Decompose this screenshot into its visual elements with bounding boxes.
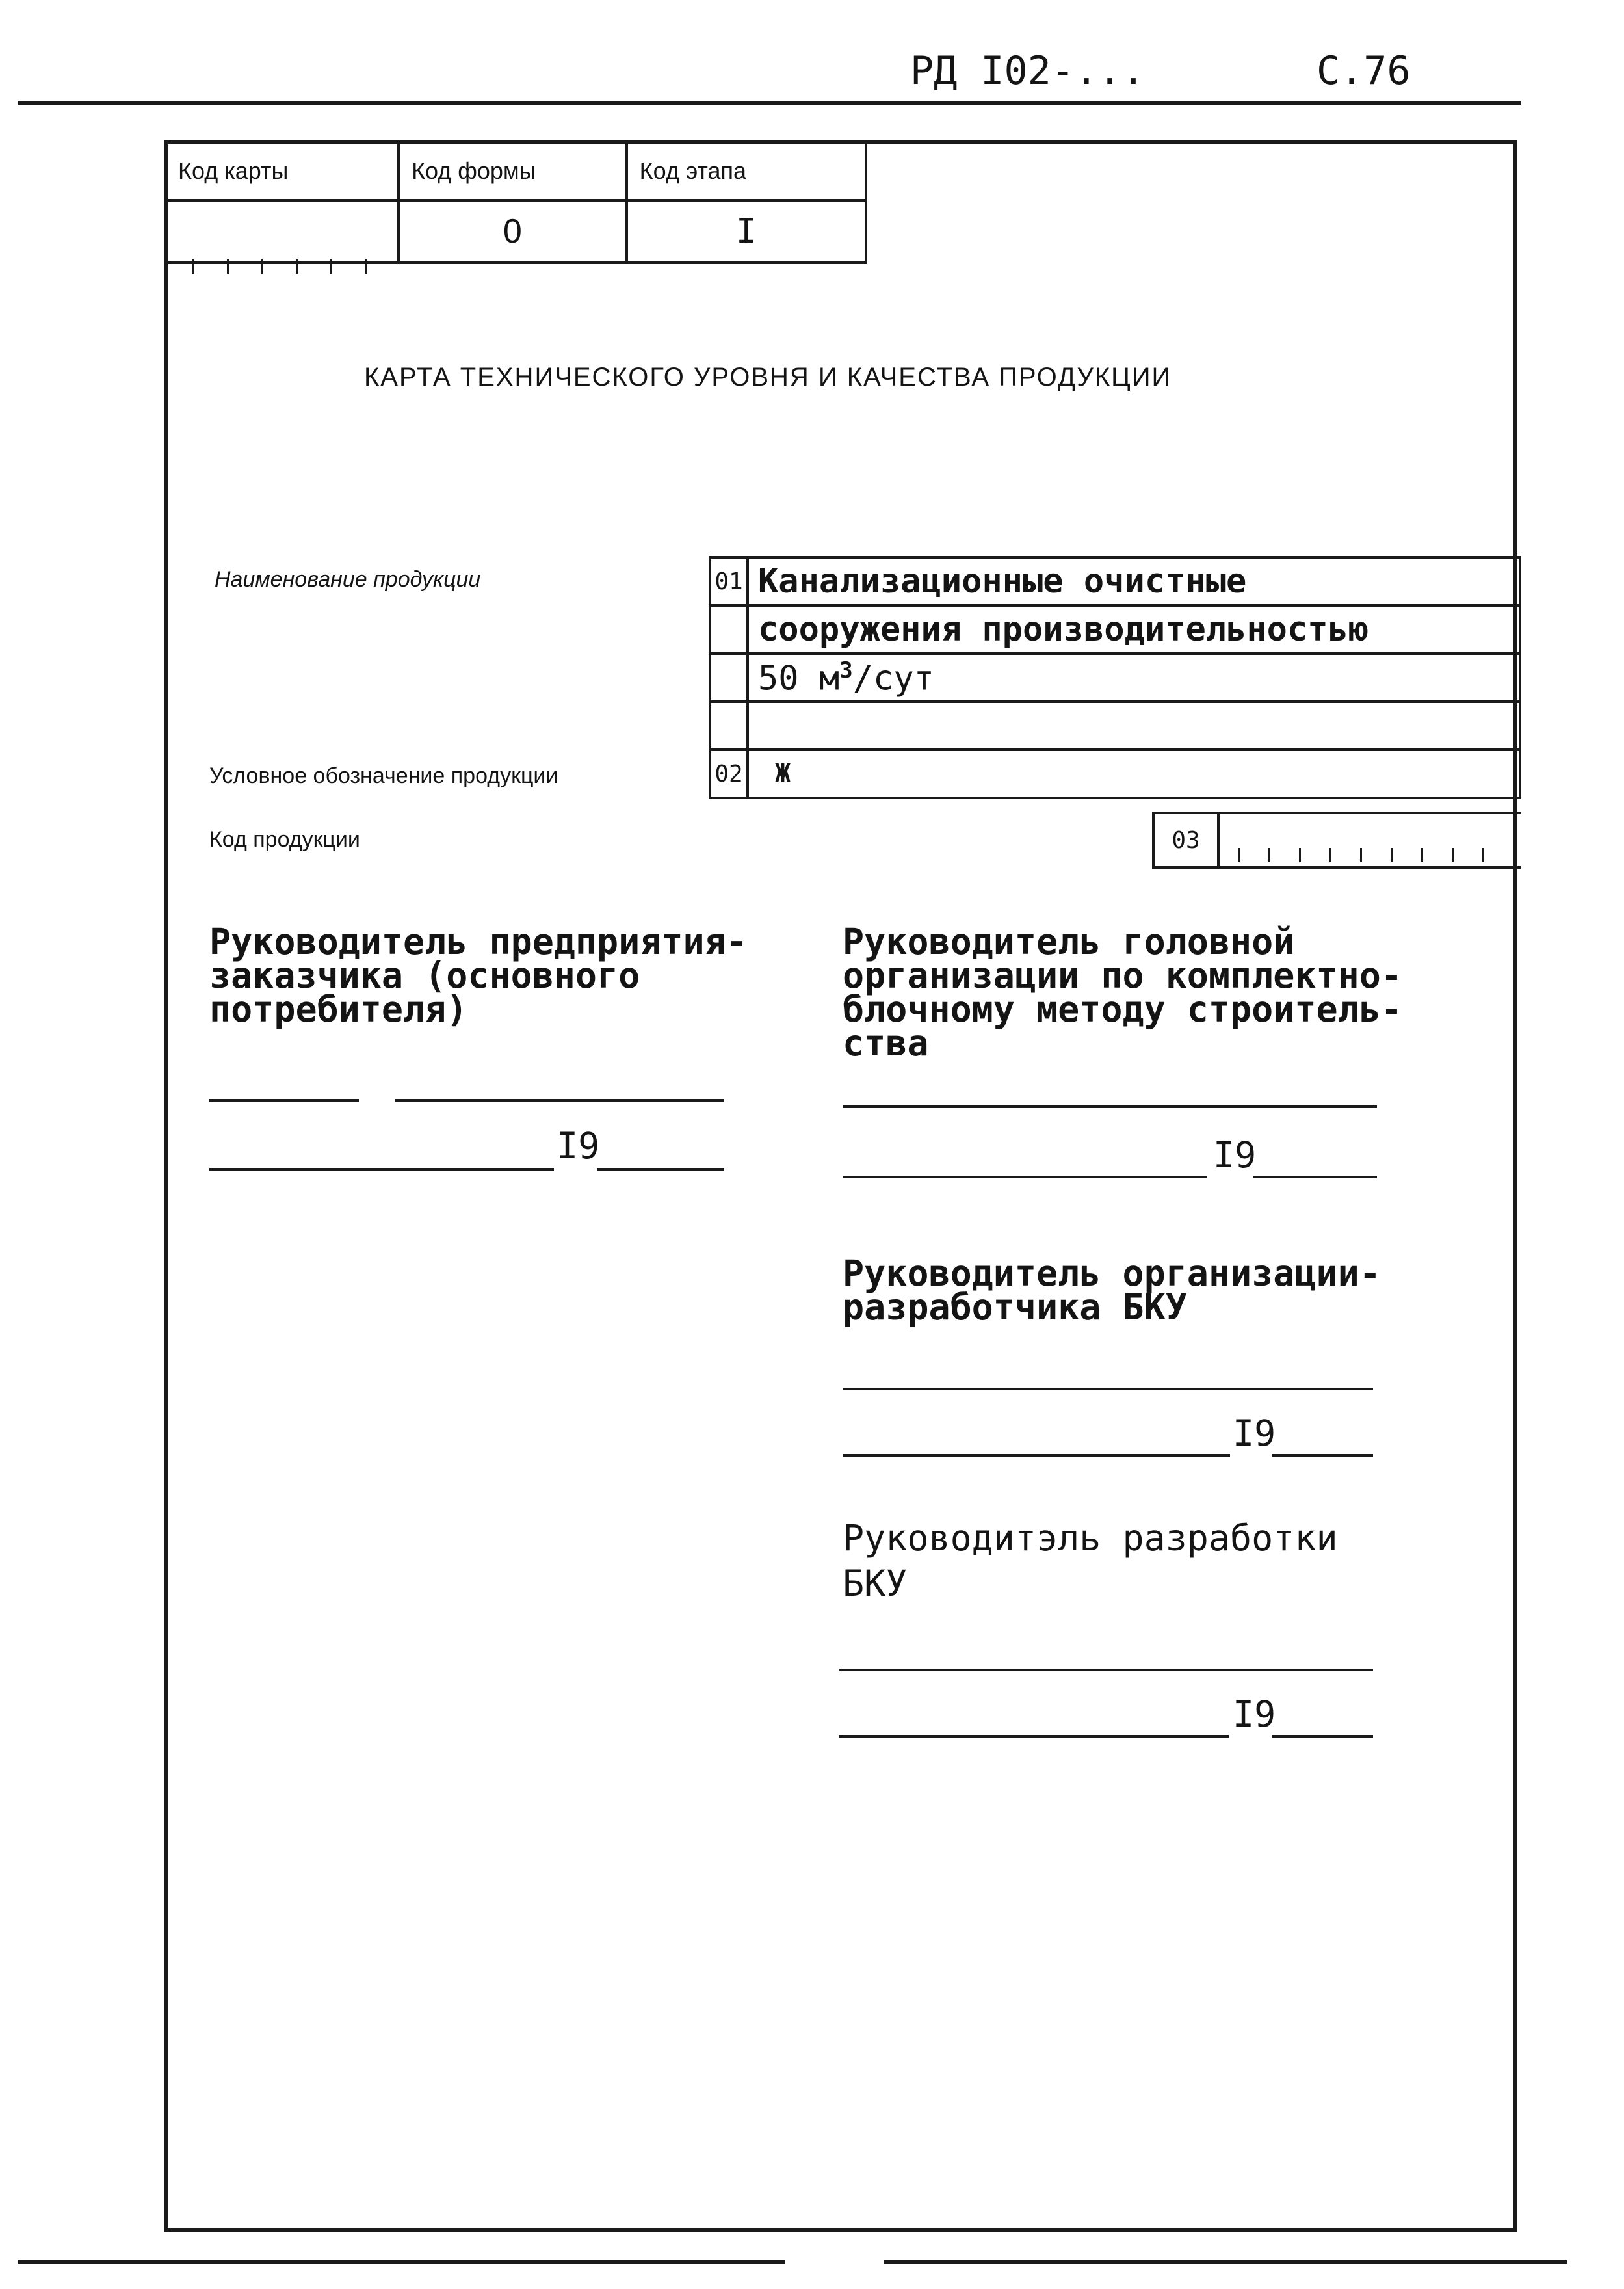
code-table xyxy=(164,140,867,264)
year-prefix: I9 xyxy=(557,1125,600,1167)
signatory-title: Руководитель головной организации по комплектно- блочному методу строитель- ства xyxy=(843,921,1402,1064)
year-prefix: I9 xyxy=(1233,1412,1276,1454)
year-line xyxy=(1272,1454,1373,1457)
form-frame xyxy=(164,140,1517,2232)
product-designation-label: Условное обозначение продукции xyxy=(209,763,558,788)
date-line xyxy=(843,1454,1230,1457)
form-code-value: 0 xyxy=(399,200,627,263)
date-line xyxy=(843,1176,1207,1178)
page-number: С.76 xyxy=(1316,48,1411,94)
product-code-field xyxy=(1152,812,1521,869)
outer-frame-top xyxy=(18,101,1521,105)
document-reference: РД I02-... xyxy=(910,48,1146,94)
outer-frame-bottom xyxy=(18,2260,785,2264)
stage-code-header: Код этапа xyxy=(627,142,866,200)
product-name-line: Канализационные очистные xyxy=(748,557,1520,605)
page-title: КАРТА ТЕХНИЧЕСКОГО УРОВНЯ И КАЧЕСТВА ПРОДУКЦИИ xyxy=(364,363,1172,391)
field-number: 02 xyxy=(710,750,748,798)
product-name-label: Наименование продукции xyxy=(215,567,481,592)
signature-line xyxy=(839,1669,1373,1671)
product-code-label: Код продукции xyxy=(209,827,360,852)
digit-ticks xyxy=(1238,848,1484,862)
outer-frame-bottom xyxy=(884,2260,1567,2264)
name-line xyxy=(395,1099,724,1102)
signature-line xyxy=(209,1099,359,1102)
card-code-header: Код карты xyxy=(165,142,399,200)
date-line xyxy=(839,1735,1229,1738)
date-line xyxy=(209,1168,554,1171)
signatory-title: Руководитэль разработки БКУ xyxy=(843,1517,1338,1604)
product-name-line: 50 $м^3$/сут xyxy=(748,654,1520,702)
year-line xyxy=(1253,1176,1377,1178)
field-number: 03 xyxy=(1155,814,1220,866)
signature-line xyxy=(843,1105,1377,1108)
year-line xyxy=(597,1168,724,1171)
signatory-title: Руководитель предприятия- заказчика (основного потребителя) xyxy=(209,921,748,1030)
signature-line xyxy=(843,1388,1373,1390)
year-prefix: I9 xyxy=(1233,1693,1276,1735)
product-fields-table xyxy=(709,556,1521,799)
year-line xyxy=(1272,1735,1373,1738)
year-prefix: I9 xyxy=(1213,1134,1257,1176)
digit-ticks xyxy=(192,243,367,258)
product-name-line: сооружения производительностью xyxy=(748,605,1520,654)
signatory-title: Руководитель организации- разработчика БКУ xyxy=(843,1252,1381,1328)
card-code-cell xyxy=(165,200,399,263)
product-designation-value: Ж xyxy=(748,750,1520,798)
product-name-line xyxy=(748,702,1520,750)
stage-code-value: I xyxy=(627,200,866,263)
form-code-header: Код формы xyxy=(399,142,627,200)
field-number: 01 xyxy=(710,557,748,605)
